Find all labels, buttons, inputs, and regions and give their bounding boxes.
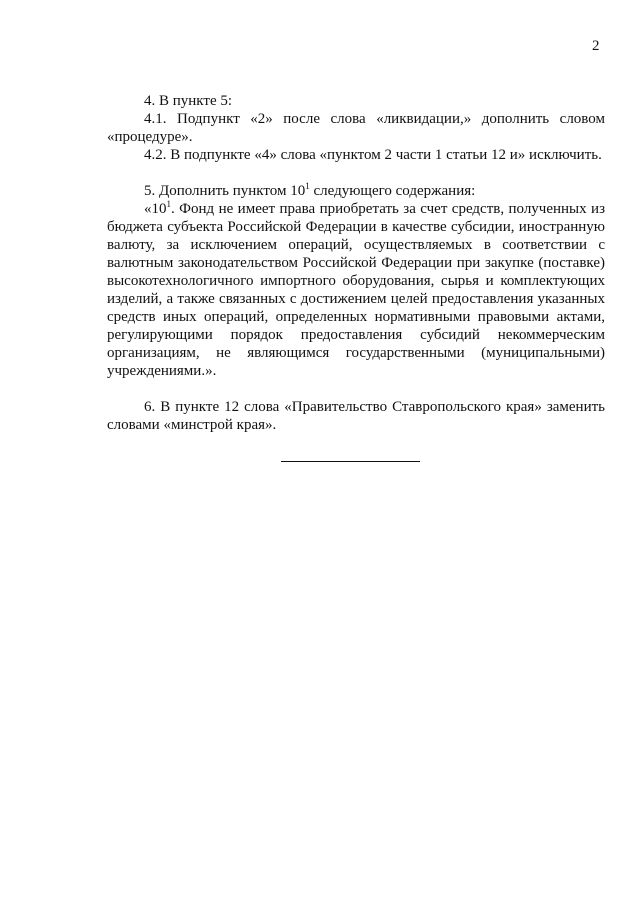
closing-divider-line: [281, 461, 420, 462]
paragraph-spacer: [107, 380, 605, 398]
paragraph-4-2: 4.2. В подпункте «4» слова «пунктом 2 части 1 статьи 12 и» исключить.: [144, 147, 602, 163]
paragraph-4-heading: 4. В пункте 5:: [144, 93, 233, 109]
paragraph-6: 6. В пункте 12 слова «Правительство Ставропольского края» заменить словами «минстрой края».: [107, 399, 605, 433]
paragraph-5-lead: [107, 182, 605, 200]
paragraph-spacer: [107, 164, 605, 182]
paragraph-4-1: 4.1. Подпункт «2» после слова «ликвидации,» дополнить словом «процедуре».: [107, 111, 605, 145]
paragraph-5-lead-tail: следующего содержания:: [309, 183, 476, 199]
document-body: [107, 92, 605, 434]
superscript-one: 1: [305, 181, 310, 191]
paragraph-10-1: [107, 200, 605, 380]
paragraph-5-lead-text: 5. Дополнить пунктом 10: [144, 183, 306, 199]
paragraph-10-1-text: . Фонд не имеет права приобретать за счет средств, полученных из бюджета субъекта Российской Федерации в качестве субсидии, иностранную валюту, за исключением операций, осуществляемых в соответствии с валютным законодательством Российской Федерации при закупке (поставке) высокотехнологичного импортного оборудования, сырья и комплектующих изделий, а также связанных с достижением целей предоставления указанных средств иных операций, определенных нормативными правовыми актами, регулирующими порядок предоставления субсидий некоммерческим организациям, не являющимся государственными (муниципальными) учреждениями.».: [107, 201, 605, 379]
superscript-one: 1: [166, 199, 171, 209]
paragraph-10-1-open: «10: [144, 201, 167, 217]
page-number: 2: [592, 38, 600, 54]
